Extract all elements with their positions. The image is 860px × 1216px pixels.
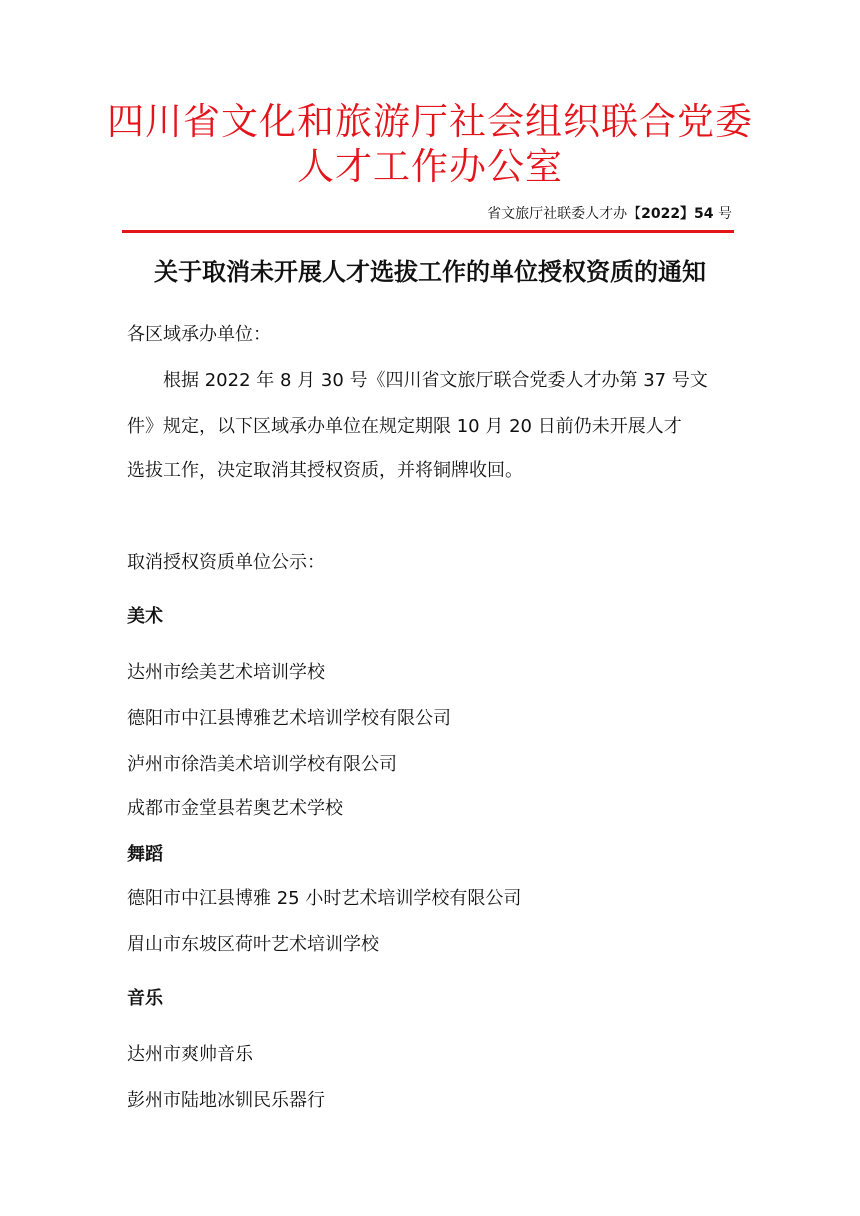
section-heading-dance: 舞蹈 bbox=[127, 844, 163, 865]
red-divider-line bbox=[122, 230, 734, 233]
unit-list-item: 达州市爽帅音乐 bbox=[127, 1044, 253, 1065]
unit-list-item: 德阳市中江县博雅艺术培训学校有限公司 bbox=[127, 708, 451, 729]
body-line-2: 件》规定，以下区域承办单位在规定期限 10 月 20 日前仍未开展人才 bbox=[127, 416, 682, 437]
body-line-3: 选拔工作，决定取消其授权资质，并将铜牌收回。 bbox=[127, 460, 523, 481]
notice-title: 关于取消未开展人才选拔工作的单位授权资质的通知 bbox=[154, 258, 706, 286]
section-heading-fine-arts: 美术 bbox=[127, 606, 163, 627]
issuer-name-line-2: 人才工作办公室 bbox=[297, 145, 563, 188]
list-intro: 取消授权资质单位公示： bbox=[127, 552, 325, 573]
section-heading-music: 音乐 bbox=[127, 988, 163, 1009]
document-number-year: 2022】54 bbox=[641, 206, 714, 222]
salutation: 各区域承办单位： bbox=[127, 324, 271, 345]
unit-list-item: 彭州市陆地冰钏民乐器行 bbox=[127, 1090, 325, 1111]
unit-list-item: 泸州市徐浩美术培训学校有限公司 bbox=[127, 754, 397, 775]
document-number-prefix: 省文旅厅社联委人才办【 bbox=[487, 206, 642, 222]
unit-list-item: 德阳市中江县博雅 25 小时艺术培训学校有限公司 bbox=[127, 888, 522, 909]
document-number bbox=[487, 204, 732, 224]
body-line-1: 根据 2022 年 8 月 30 号《四川省文旅厅联合党委人才办第 37 号文 bbox=[163, 370, 708, 391]
unit-list-item: 达州市绘美艺术培训学校 bbox=[127, 662, 325, 683]
unit-list-item: 成都市金堂县若奥艺术学校 bbox=[127, 798, 343, 819]
unit-list-item: 眉山市东坡区荷叶艺术培训学校 bbox=[127, 934, 379, 955]
document-number-suffix: 号 bbox=[713, 206, 732, 222]
issuer-name-line-1: 四川省文化和旅游厅社会组织联合党委 bbox=[107, 100, 753, 143]
